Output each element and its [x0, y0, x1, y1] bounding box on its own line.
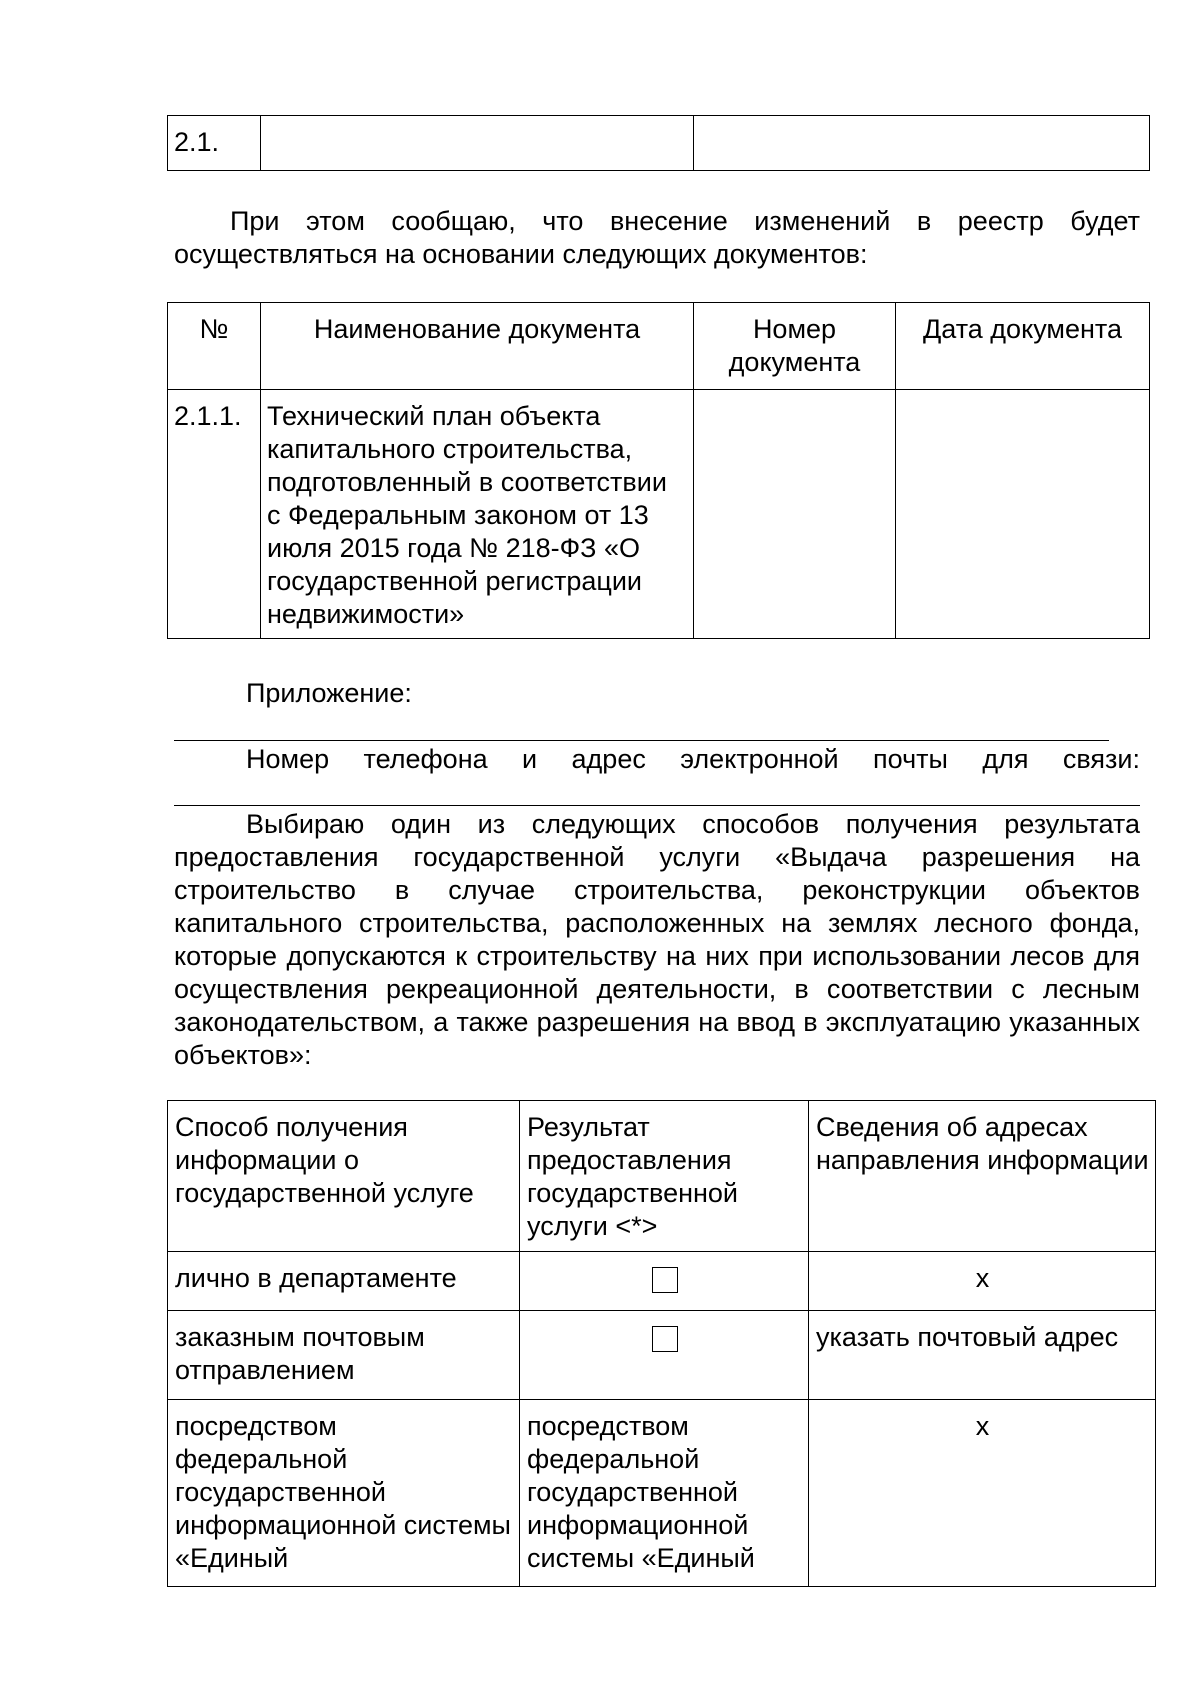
- cell-method: посредством федеральной государственной информационной системы «Единый: [168, 1400, 520, 1587]
- reference-table: [167, 115, 1150, 171]
- table-header-row: [168, 303, 1150, 390]
- table-row: [168, 1400, 1156, 1587]
- cell-document-number[interactable]: [694, 390, 896, 639]
- table-cell-empty[interactable]: [261, 116, 694, 171]
- cell-address: указать почтовый адрес: [809, 1311, 1156, 1400]
- documents-intro-paragraph: При этом сообщаю, что внесение изменений в реестр будет осуществляться на основании следующих документов:: [174, 206, 1140, 269]
- attachment-label: Приложение:: [246, 678, 412, 708]
- cell-document-date[interactable]: [896, 390, 1150, 639]
- checkbox-in-person[interactable]: [652, 1267, 678, 1293]
- attachment-fill-line[interactable]: [174, 740, 1109, 741]
- delivery-choice-paragraph: Выбираю один из следующих способов получения результата предоставления государственной услуги «Выдача разрешения на строительство в случае строительства, реконструкции объектов капитального строительства, расположенных на землях лесного фонда, которые допускаются к строительству на них при использовании лесов для осуществления рекреационной деятельности, в соответствии с лесным законодательством, а также разрешения на ввод в эксплуатацию указанных объектов»:: [174, 809, 1140, 1070]
- cell-address: x: [809, 1252, 1156, 1311]
- contact-fill-line[interactable]: [174, 805, 1140, 806]
- cell-method: заказным почтовым отправлением: [168, 1311, 520, 1400]
- cell-address: x: [809, 1400, 1156, 1587]
- cell-document-name: Технический план объекта капитального строительства, подготовленный в соответствии с Федеральным законом от 13 июля 2015 года № 218-ФЗ «О государственной регистрации недвижимости»: [261, 390, 694, 639]
- contact-label: Номер телефона и адрес электронной почты для связи:: [246, 744, 1140, 774]
- column-header-address: Сведения об адресах направления информации: [809, 1101, 1156, 1252]
- column-header-result: Результат предоставления государственной услуги <*>: [520, 1101, 809, 1252]
- documents-table: [167, 302, 1150, 639]
- cell-result: [520, 1252, 809, 1311]
- table-row: [168, 390, 1150, 639]
- column-header-number: №: [168, 303, 261, 390]
- cell-result: [520, 1311, 809, 1400]
- table-row: [168, 116, 1150, 171]
- delivery-method-table: [167, 1100, 1156, 1587]
- column-header-document-date: Дата документа: [896, 303, 1150, 390]
- table-row: [168, 1252, 1156, 1311]
- column-header-method: Способ получения информации о государственной услуге: [168, 1101, 520, 1252]
- table-cell-number: 2.1.: [168, 116, 261, 171]
- cell-method: лично в департаменте: [168, 1252, 520, 1311]
- table-row: [168, 1311, 1156, 1400]
- cell-result: посредством федеральной государственной информационной системы «Единый: [520, 1400, 809, 1587]
- checkbox-registered-mail[interactable]: [652, 1326, 678, 1352]
- table-header-row: [168, 1101, 1156, 1252]
- table-cell-empty[interactable]: [694, 116, 1150, 171]
- cell-item-number: 2.1.1.: [168, 390, 261, 639]
- column-header-document-name: Наименование документа: [261, 303, 694, 390]
- column-header-document-number: Номер документа: [694, 303, 896, 390]
